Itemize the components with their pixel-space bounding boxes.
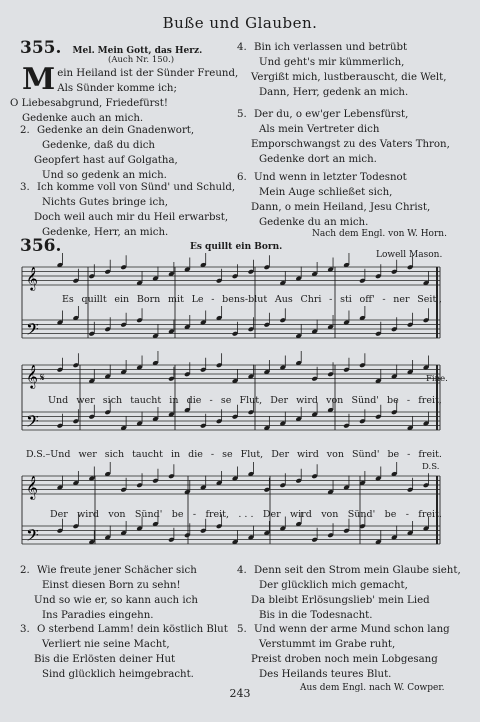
lyric-syllable: taucht — [132, 449, 163, 460]
lyric-syllable: sich — [102, 395, 123, 406]
lyric-syllable: wer — [78, 449, 97, 460]
lyric-syllable: Der — [270, 395, 289, 406]
lyric-syllable: - — [329, 294, 333, 305]
bass-clef: 𝄢 — [26, 319, 39, 343]
lyric-syllable: be — [171, 509, 184, 520]
treble-clef: 𝄞 — [26, 266, 38, 290]
lyric-syllable: ner — [393, 294, 410, 305]
lyric-syllable: - — [209, 395, 213, 406]
lyric-syllable: D.S.–Und — [26, 449, 71, 460]
lyric-syllable: sti — [340, 294, 352, 305]
lyric-syllable: wer — [76, 395, 95, 406]
lyric-syllable: bens-blut — [222, 294, 268, 305]
composer: Lowell Mason. — [376, 250, 443, 260]
page-number: 243 — [229, 687, 251, 700]
hymn-355-credit: Nach dem Engl. von W. Horn. — [312, 229, 447, 239]
hymn-number: 355. — [20, 38, 62, 58]
lyric-syllable: be — [387, 449, 400, 460]
bass-clef: 𝄢 — [26, 411, 39, 435]
hymn-356-verse-2: 2. Wie freute jener Schächer sich Einst diesen Born zu sehn! Und so wie er, so kann auch ich Ins Paradies eingehn. — [20, 565, 198, 621]
lyric-syllable: Es — [62, 294, 74, 305]
lyric-syllable: in — [169, 395, 179, 406]
lyric-row-3 — [50, 509, 442, 520]
hymn-355-verse-2: 2. Gedenke an dein Gnadenwort, Gedenke, daß du dich Geopfert hast auf Golgatha, Und so gedenk an mich. — [20, 125, 195, 181]
lyric-syllable: Flut, — [240, 449, 264, 460]
cross-reference: (Auch Nr. 150.) — [108, 55, 175, 65]
lyric-syllable: von — [108, 509, 126, 520]
lyric-syllable: taucht — [130, 395, 162, 406]
hymn-356-verse-4: 4. Denn seit den Strom mein Glaube sieht, Der glücklich mich gemacht, Da bleibt Erlösungslieb' mein Lied Bis in die Todesnacht. — [237, 565, 461, 621]
lyric-syllable: freit, — [205, 509, 229, 520]
hymn-355-verse-5: 5. Der du, o ew'ger Lebensfürst, Als mein Vertreter dich Emporschwangst zu des Vaters Thron, Gedenke dort an mich. — [237, 109, 450, 165]
lyric-syllable: freit. — [418, 509, 442, 520]
lyric-syllable: Aus — [274, 294, 293, 305]
lyric-syllable: freit, — [418, 395, 442, 406]
lyric-syllable: Flut, — [239, 395, 263, 406]
hymn-356-number: 356. — [20, 236, 62, 256]
lyric-syllable: Der — [262, 509, 281, 520]
lyric-syllable: wird — [77, 509, 99, 520]
lyric-syllable: freit. — [418, 449, 442, 460]
drop-cap: M — [22, 62, 56, 97]
fine-marking: Fine. — [426, 374, 448, 384]
lyric-syllable: - — [407, 449, 411, 460]
hymn-355-verse-3: 3. Ich komme voll von Sünd' und Schuld, Nichts Gutes bringe ich, Doch weil auch mir du Heil erwarbst, Gedenke, Herr, an mich. — [20, 182, 236, 238]
lyric-syllable: se — [220, 395, 232, 406]
hymn-355-verse-6: 6. Und wenn in letzter Todesnot Mein Auge schließet sich, Dann, o mein Heiland, Jesu Christ, Gedenke du an mich. — [237, 172, 431, 228]
hymn-355-verse-4: 4. Bin ich verlassen und betrübt Und geht's mir kümmerlich, Vergißt mich, lustberauscht, die Welt, Dann, Herr, gedenk an mich. — [237, 42, 447, 98]
lyric-syllable: . . . — [238, 509, 254, 520]
lyric-row-2a — [48, 395, 442, 406]
ds-marking: D.S. — [422, 462, 440, 472]
lyric-syllable: von — [321, 509, 339, 520]
lyric-syllable: Born — [136, 294, 161, 305]
lyric-syllable: Sünd' — [134, 509, 163, 520]
lyric-syllable: Und — [48, 395, 69, 406]
lyric-syllable: se — [222, 449, 233, 460]
lyric-syllable: Sünd' — [352, 449, 380, 460]
hymn-356-verse-5: 5. Und wenn der arme Mund schon lang Verstummt im Grabe ruht, Preist droben noch mein Lobgesang Des Heilands teures Blut. — [237, 624, 450, 680]
lyric-syllable: be — [384, 509, 397, 520]
lyric-syllable: mit — [167, 294, 184, 305]
lyric-syllable: be — [387, 395, 399, 406]
lyric-syllable: - — [406, 395, 411, 406]
lyric-syllable: - — [211, 294, 215, 305]
lyric-syllable: off' — [359, 294, 375, 305]
melody-label: Mel. — [72, 46, 95, 56]
hymn-356-verse-3: 3. O sterbend Lamm! dein köstlich Blut Verliert nie seine Macht, Bis die Erlösten deiner Hut Sind glücklich heimgebracht. — [20, 624, 228, 680]
lyric-syllable: Sünd' — [351, 395, 379, 406]
hymn-356-credit: Aus dem Engl. nach W. Cowper. — [300, 683, 445, 693]
melody-name: Mein Gott, das Herz. — [97, 46, 203, 56]
treble-clef: 𝄞 — [26, 475, 38, 499]
lyric-syllable: - — [382, 294, 386, 305]
lyric-syllable: Seit', — [417, 294, 442, 305]
lyric-syllable: die — [188, 449, 203, 460]
segno-sign: 𝄋 — [40, 371, 45, 384]
lyric-syllable: von — [326, 395, 344, 406]
lyric-syllable: in — [170, 449, 181, 460]
lyric-row-2b — [26, 449, 442, 460]
lyric-syllable: wird — [296, 449, 319, 460]
lyric-syllable: - — [210, 449, 215, 460]
hymn-355-verse-1: M ein Heiland ist der Sünder Freund, Als Sünder komme ich; O Liebesabgrund, Friedefürst! Gedenke auch an mich. — [10, 62, 239, 124]
bass-clef: 𝄢 — [26, 525, 39, 549]
lyric-syllable: wird — [296, 395, 318, 406]
lyric-syllable: - — [405, 509, 409, 520]
lyric-syllable: wird — [290, 509, 312, 520]
lyric-syllable: Chri — [300, 294, 322, 305]
lyric-syllable: sich — [104, 449, 125, 460]
tune-title: Es quillt ein Born. — [190, 242, 283, 252]
lyric-syllable: die — [186, 395, 202, 406]
lyric-row-1 — [62, 294, 442, 305]
lyric-syllable: Der — [50, 509, 68, 520]
treble-clef: 𝄞 — [26, 364, 38, 388]
lyric-syllable: ein — [114, 294, 130, 305]
lyric-syllable: Der — [271, 449, 289, 460]
lyric-syllable: von — [326, 449, 344, 460]
lyric-syllable: Le — [191, 294, 204, 305]
lyric-syllable: Sünd' — [347, 509, 376, 520]
page-header: Buße und Glauben. — [162, 14, 318, 32]
lyric-syllable: quillt — [81, 294, 107, 305]
lyric-syllable: - — [192, 509, 197, 520]
